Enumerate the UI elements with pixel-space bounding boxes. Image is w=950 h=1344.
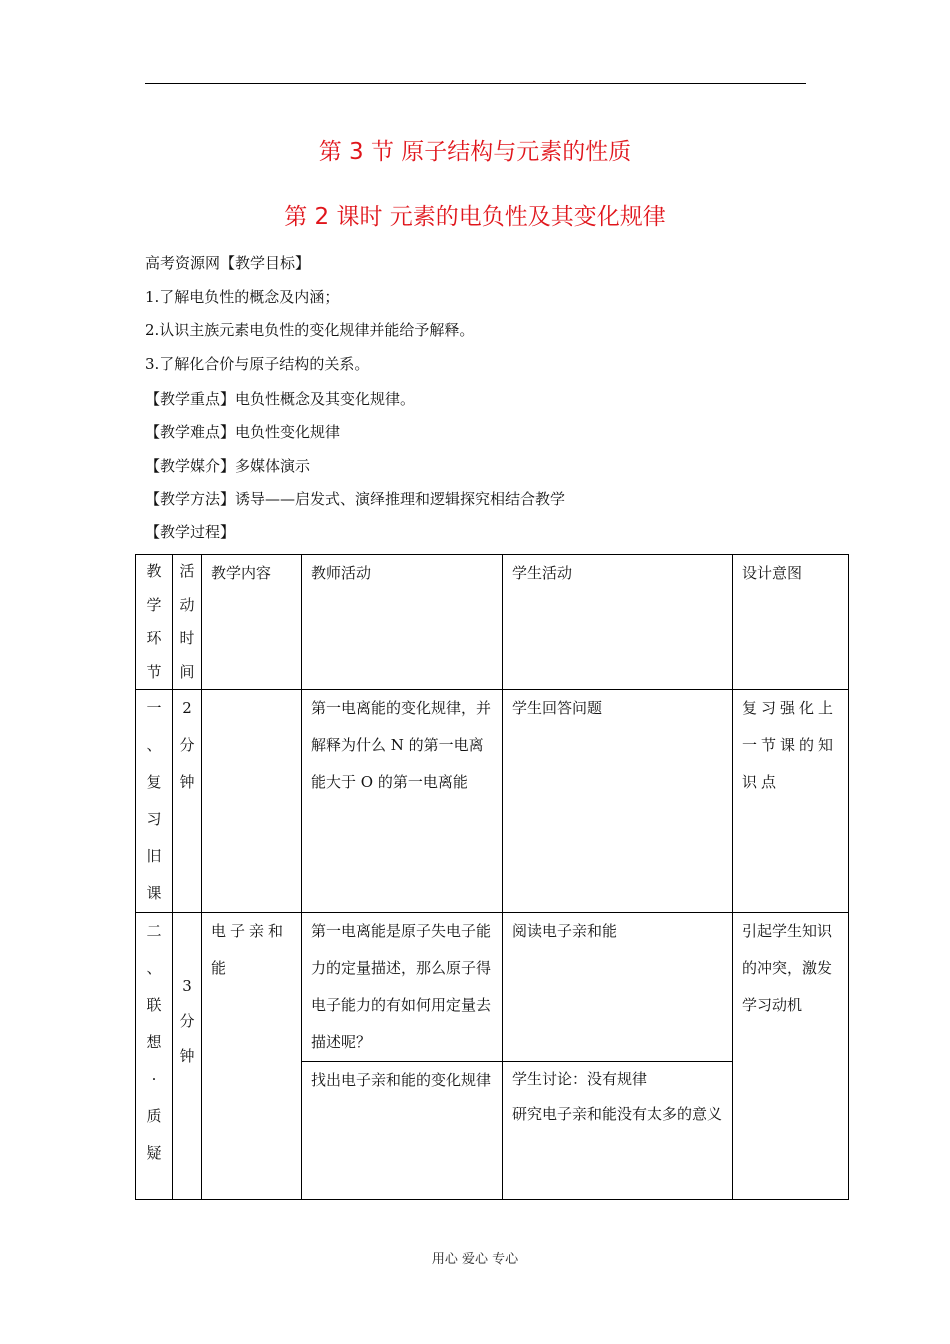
row2-student-b-line: 研究电子亲和能没有太多的意义 bbox=[512, 1105, 723, 1123]
row1-time: 2 分 钟 bbox=[173, 690, 202, 913]
row1-student: 学生回答问题 bbox=[503, 690, 733, 913]
row1-teacher: 第一电离能的变化规律，并解释为什么 N 的第一电离能大于 O 的第一电离能 bbox=[302, 690, 503, 913]
header-stage: 教 学 环 节 bbox=[136, 555, 173, 690]
row2-student-a: 阅读电子亲和能 bbox=[503, 913, 733, 1062]
text-line: 高考资源网【教学目标】 bbox=[145, 254, 311, 272]
table-header-row bbox=[136, 555, 849, 690]
text-line: 【教学难点】电负性变化规律 bbox=[145, 423, 341, 441]
row2-teacher-a: 第一电离能是原子失电子能力的定量描述，那么原子得电子能力的有如何用定量去描述呢？ bbox=[302, 913, 503, 1062]
text-line: 【教学方法】诱导——启发式、演绎推理和逻辑探究相结合教学 bbox=[145, 490, 566, 508]
header-student: 学生活动 bbox=[503, 555, 733, 690]
header-intent: 设计意图 bbox=[733, 555, 849, 690]
page-footer: 用心 爱心 专心 bbox=[431, 1252, 519, 1267]
row1-content bbox=[202, 690, 302, 913]
row2-intent: 引起学生知识的冲突，激发学习动机 bbox=[733, 913, 849, 1200]
document-subtitle: 第 2 课时 元素的电负性及其变化规律 bbox=[284, 204, 666, 230]
text-line: 【教学媒介】多媒体演示 bbox=[145, 457, 311, 475]
row2-time: 3 分 钟 bbox=[173, 913, 202, 1200]
row2-student-b-line: 学生讨论：没有规律 bbox=[512, 1070, 648, 1088]
row1-intent: 复习强化上一节课的知识点 bbox=[733, 690, 849, 913]
document-title: 第 3 节 原子结构与元素的性质 bbox=[318, 139, 632, 165]
text-line: 【教学重点】电负性概念及其变化规律。 bbox=[145, 390, 416, 408]
header-teacher: 教师活动 bbox=[302, 555, 503, 690]
row2-student-b bbox=[503, 1062, 733, 1200]
text-line: 3.了解化合价与原子结构的关系。 bbox=[145, 355, 370, 373]
header-time: 活 动 时 间 bbox=[173, 555, 202, 690]
text-line: 【教学过程】 bbox=[145, 523, 236, 541]
row2-teacher-b: 找出电子亲和能的变化规律 bbox=[302, 1062, 503, 1200]
row2-stage: 二 、 联 想 · 质 疑 bbox=[136, 913, 173, 1200]
table-row bbox=[136, 913, 849, 1062]
row2-content: 电子亲和能 bbox=[202, 913, 302, 1200]
table-row bbox=[136, 690, 849, 913]
lesson-table bbox=[135, 554, 849, 1200]
row1-stage: 一 、 复 习 旧 课 bbox=[136, 690, 173, 913]
header-content: 教学内容 bbox=[202, 555, 302, 690]
header-rule bbox=[145, 83, 806, 84]
text-line: 1.了解电负性的概念及内涵； bbox=[145, 288, 340, 306]
text-line: 2.认识主族元素电负性的变化规律并能给予解释。 bbox=[145, 321, 475, 339]
